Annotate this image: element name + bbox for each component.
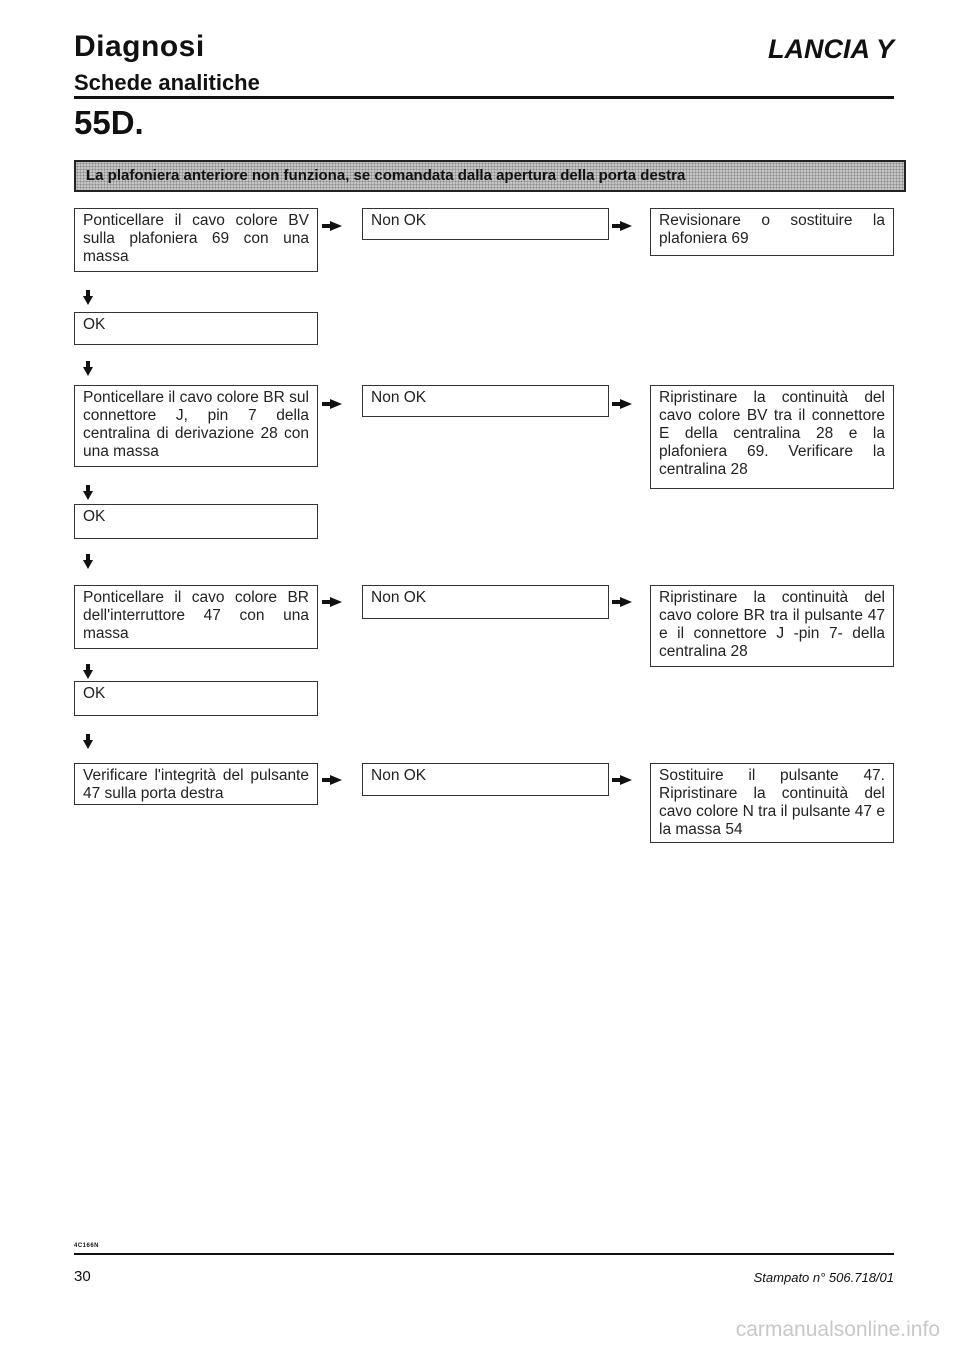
- check-box-4: Verificare l'integrità del pulsante 47 sulla porta destra: [74, 763, 318, 805]
- arrow-right-icon: [330, 775, 342, 785]
- arrow-right-icon: [620, 399, 632, 409]
- ok-box-1: OK: [74, 312, 318, 345]
- result-box-4: Non OK: [362, 763, 609, 796]
- footer-divider: [74, 1253, 894, 1255]
- watermark: carmanualsonline.info: [735, 1318, 940, 1341]
- result-box-3: Non OK: [362, 585, 609, 619]
- action-box-3: Ripristinare la continuità del cavo colore BR tra il pulsante 47 e il connettore J -pin 7- della centralina 28: [650, 585, 894, 667]
- arrow-down-icon: [83, 367, 93, 376]
- action-box-1: Revisionare o sostituire la plafoniera 69: [650, 208, 894, 256]
- section-code: 55D.: [74, 104, 144, 141]
- arrow-down-icon: [83, 740, 93, 749]
- ok-box-3: OK: [74, 681, 318, 716]
- result-box-2: Non OK: [362, 385, 609, 417]
- check-box-1: Ponticellare il cavo colore BV sulla plafoniera 69 con una massa: [74, 208, 318, 272]
- arrow-right-icon: [620, 221, 632, 231]
- arrow-down-icon: [83, 491, 93, 500]
- arrow-right-icon: [330, 597, 342, 607]
- page-subtitle: Schede analitiche: [74, 70, 260, 95]
- ok-box-2: OK: [74, 504, 318, 539]
- arrow-down-icon: [83, 560, 93, 569]
- print-reference: Stampato n° 506.718/01: [753, 1270, 894, 1285]
- arrow-down-icon: [83, 670, 93, 679]
- check-box-3: Ponticellare il cavo colore BR dell'interruttore 47 con una massa: [74, 585, 318, 649]
- result-box-1: Non OK: [362, 208, 609, 240]
- arrow-right-icon: [330, 399, 342, 409]
- action-box-4: Sostituire il pulsante 47. Ripristinare la continuità del cavo colore N tra il pulsante 47 e la massa 54: [650, 763, 894, 843]
- document-code: 4C166N: [74, 1243, 100, 1249]
- arrow-right-icon: [620, 775, 632, 785]
- action-box-2: Ripristinare la continuità del cavo colore BV tra il connettore E della centralina 28 e la plafoniera 69. Verificare la centralina 28: [650, 385, 894, 489]
- header-divider: [74, 96, 894, 99]
- check-box-2: Ponticellare il cavo colore BR sul connettore J, pin 7 della centralina di derivazione 28 con una massa: [74, 385, 318, 467]
- arrow-right-icon: [330, 221, 342, 231]
- brand-label: LANCIA Y: [767, 34, 894, 64]
- page-number: 30: [74, 1268, 91, 1285]
- page-title: Diagnosi: [74, 30, 205, 63]
- arrow-right-icon: [620, 597, 632, 607]
- fault-banner: La plafoniera anteriore non funziona, se comandata dalla apertura della porta destra: [74, 160, 906, 192]
- arrow-down-icon: [83, 296, 93, 305]
